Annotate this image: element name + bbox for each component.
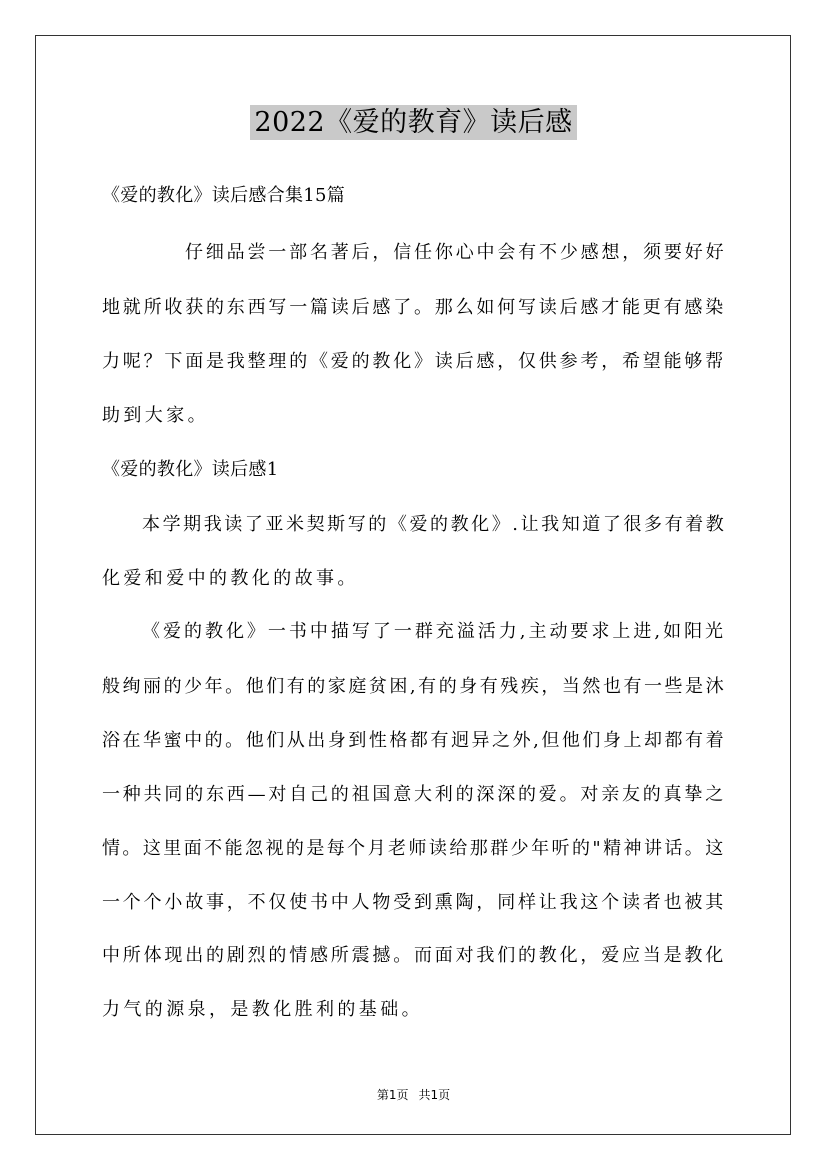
section-heading: 《爱的教化》读后感1 (102, 459, 279, 480)
page-number: 第1页 (376, 1088, 409, 1102)
paragraph2-line-8: 力气的源泉，是教化胜利的基础。 (102, 999, 423, 1020)
document-title (0, 100, 827, 139)
intro-line-1: 仔细品尝一部名著后，信任你心中会有不少感想，须要好好 (185, 242, 727, 263)
paragraph1-line-2: 化爱和爱中的教化的故事。 (102, 568, 359, 589)
paragraph2-line-5: 情。这里面不能忽视的是每个月老师读给那群少年听的"精神讲话。这 (102, 838, 726, 859)
intro-line-4: 助到大家。 (102, 405, 209, 426)
page-total: 共1页 (418, 1088, 451, 1102)
paragraph2-line-4: 一种共同的东西—对自己的祖国意大利的深深的爱。对亲友的真挚之 (102, 784, 726, 805)
paragraph2-line-2: 般绚丽的少年。他们有的家庭贫困,有的身有残疾，当然也有一些是沐 (102, 676, 727, 697)
paragraph1-line-1: 本学期我读了亚米契斯写的《爱的教化》.让我知道了很多有着教 (142, 514, 727, 535)
intro-line-3: 力呢？下面是我整理的《爱的教化》读后感，仅供参考，希望能够帮 (102, 351, 726, 372)
intro-line-2: 地就所收获的东西写一篇读后感了。那么如何写读后感才能更有感染 (102, 297, 726, 318)
paragraph2-line-7: 中所体现出的剧烈的情感所震撼。而面对我们的教化，爱应当是教化 (102, 945, 726, 966)
subtitle: 《爱的教化》读后感合集15篇 (102, 185, 346, 206)
paragraph2-line-6: 一个个小故事，不仅使书中人物受到熏陶，同样让我这个读者也被其 (102, 892, 726, 913)
document-title-text: 2022《爱的教育》读后感 (250, 105, 576, 140)
page-footer (0, 1086, 827, 1103)
paragraph2-line-1: 《爱的教化》一书中描写了一群充溢活力,主动要求上进,如阳光 (142, 621, 727, 642)
paragraph2-line-3: 浴在华蜜中的。他们从出身到性格都有迥异之外,但他们身上却都有着 (102, 730, 727, 751)
